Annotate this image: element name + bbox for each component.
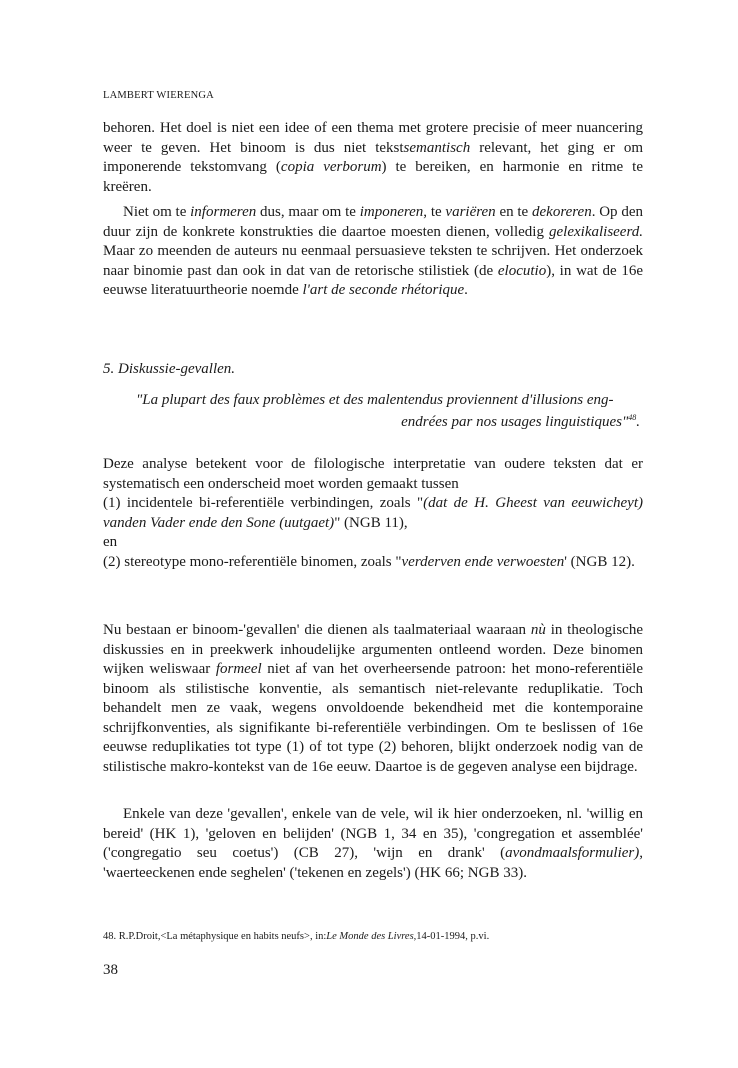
list-item-1 xyxy=(103,494,643,533)
text-italic: (dat de H. Gheest van eeuwicheyt) vanden Vader ende den Sone (uutgaet) xyxy=(103,495,643,531)
footnote xyxy=(103,931,489,942)
paragraph-2 xyxy=(103,203,643,301)
quote-line-2 xyxy=(136,411,640,433)
paragraph-4 xyxy=(103,621,643,777)
paragraph-3 xyxy=(103,455,643,572)
text-italic: nù xyxy=(530,622,546,638)
text: 14-01-1994, p.vi. xyxy=(416,931,490,942)
text-italic: semantisch xyxy=(403,139,471,156)
section-heading: 5. Diskussie-gevallen. xyxy=(103,361,236,377)
text: Deze analyse betekent voor de filologische interpretatie van oudere teksten dat er systematisch een onderscheid moet worden gemaakt tussen xyxy=(103,456,643,492)
text-italic: copia verborum xyxy=(280,159,382,175)
text: niet af van het overheersende patroon: het mono-referentiële binoom als stilistische konventie, als semantisch niet-relevante reduplikatie. Toch behandelt men ze vaak, wegens onvoldoende bekendheid met die kontemporaine schrijfkonventies, als signifikante bi-referentiële verbindingen. Om te beslissen of 16e eeuwse reduplikaties tot type (1) of tot type (2) behoren, blijkt onderzoek nodig van de stilistische makro-kontekst van de 16e eeuw. Daartoe is de gegeven analyse een bijdrage. xyxy=(103,661,643,775)
text: in theologische diskussies en in preekwerk inhoudelijke argumenten ontleend worden. Deze binomen wijken weliswaar xyxy=(103,622,643,677)
text-italic: verderven ende verwoesten xyxy=(401,553,565,570)
text-italic: imponeren xyxy=(359,204,424,220)
text: Niet om te xyxy=(123,204,191,220)
text: dus, maar om te xyxy=(256,204,360,220)
text: , 'waerteeckenen ende seghelen' ('tekenen en zegels') (HK 66; NGB 33). xyxy=(103,845,643,881)
text: behoren. Het doel is niet een idee of een thema met grotere precisie of meer nuancering weer te geven. Het binoom is dus niet tekst xyxy=(103,120,643,156)
text-italic: informeren xyxy=(190,204,257,220)
text-italic: gelexikaliseerd. xyxy=(549,223,643,240)
text: 48. R.P.Droit,<La métaphysique en habits neufs>, in: xyxy=(103,931,327,942)
running-head: LAMBERT WIERENGA xyxy=(103,90,214,101)
text: (2) stereotype mono-referentiële binomen, zoals " xyxy=(103,553,402,570)
text: endrées par nos usages linguistiques" xyxy=(401,414,629,430)
page-number: 38 xyxy=(103,962,118,978)
paragraph-5 xyxy=(103,805,643,883)
text-italic: formeel xyxy=(215,661,262,677)
footnote-ref[interactable]: 48 xyxy=(628,413,637,422)
text-italic: avondmaalsformulier) xyxy=(505,845,640,861)
text: Nu bestaan er binoom-'gevallen' die dienen als taalmateriaal waaraan xyxy=(103,622,531,638)
list-item-2 xyxy=(103,553,643,573)
text: . xyxy=(464,282,468,298)
text-italic: Le Monde des Livres, xyxy=(326,931,417,942)
text: relevant, het ging er om imponerende tekstomvang ( xyxy=(103,139,643,175)
text-italic: variëren xyxy=(445,204,496,220)
epigraph-quote xyxy=(136,389,640,433)
text-italic: elocutio xyxy=(497,262,547,279)
text: Maar zo meenden de auteurs nu eenmaal persuasieve teksten te schrijven. Het onderzoek naar binomie past dan ook in dat van de retorische stilistiek (de xyxy=(103,243,643,279)
text: , te xyxy=(423,204,446,220)
text: . Op den duur zijn de konkrete konstrukties die daartoe moesten dienen, volledig xyxy=(103,204,643,240)
text: ), in wat de 16e eeuwse literatuurtheorie noemde xyxy=(103,262,643,298)
text: (1) incidentele bi-referentiële verbindingen, zoals " xyxy=(103,495,424,511)
text: Enkele van deze 'gevallen', enkele van de vele, wil ik hier onderzoeken, nl. 'willig en bereid' (HK 1), 'geloven en belijden' (NGB 1, 34 en 35), 'congregation et assemblée' ('congregatio seu coetus') (CB 27), 'wijn en drank' ( xyxy=(103,806,643,861)
paragraph-1 xyxy=(103,119,643,197)
quote-line-1: "La plupart des faux problèmes et des malentendus proviennent d'illusions eng- xyxy=(136,392,614,408)
text: . xyxy=(636,414,640,430)
list-connector: en xyxy=(103,534,118,550)
text: ) te bereiken, en harmonie en ritme te kreëren. xyxy=(103,159,643,195)
text-italic: l'art de seconde rhétorique xyxy=(302,282,465,298)
text: " (NGB 11), xyxy=(334,514,408,531)
text: en te xyxy=(495,204,532,220)
text: ' (NGB 12). xyxy=(564,553,635,570)
text-italic: dekoreren xyxy=(532,204,592,220)
